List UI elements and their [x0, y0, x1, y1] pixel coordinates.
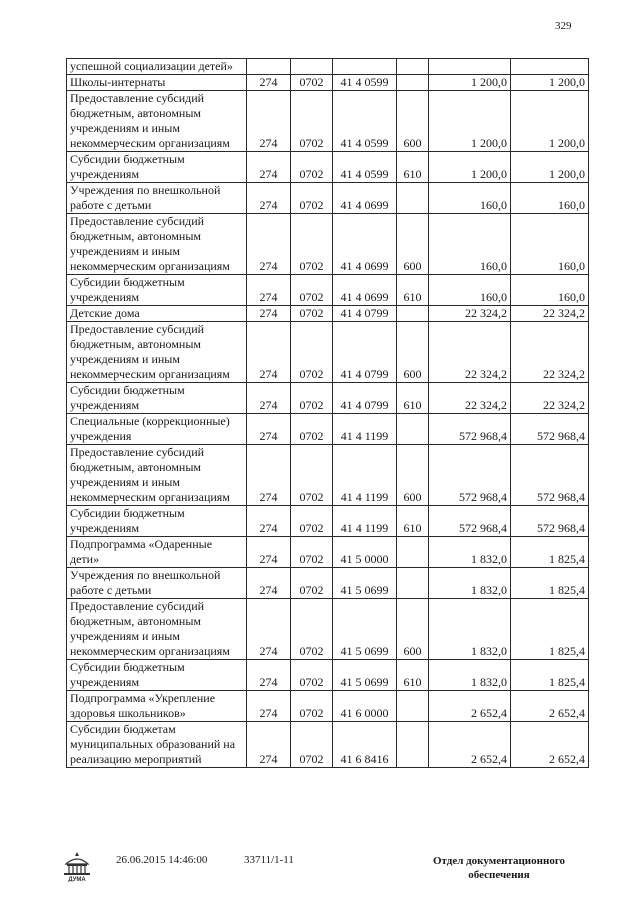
table-cell-c6: 1 832,0	[429, 660, 511, 691]
table-cell-c3: 0702	[291, 383, 333, 414]
table-cell-c2: 274	[247, 322, 291, 383]
table-cell-c6: 572 968,4	[429, 414, 511, 445]
table-cell-c7: 572 968,4	[511, 414, 589, 445]
table-cell-c6: 1 200,0	[429, 152, 511, 183]
table-cell-c3: 0702	[291, 183, 333, 214]
table-cell-c5: 600	[397, 445, 429, 506]
table-cell-c2: 274	[247, 152, 291, 183]
table-cell-c2: 274	[247, 383, 291, 414]
table-cell-name: Предоставление субсидий бюджетным, автономным учреждениям и иным некоммерческим организациям	[67, 322, 247, 383]
table-cell-c6: 2 652,4	[429, 722, 511, 768]
table-cell-c4: 41 5 0699	[333, 660, 397, 691]
table-cell-c5	[397, 75, 429, 91]
budget-table	[66, 58, 589, 768]
table-cell-name: Предоставление субсидий бюджетным, автономным учреждениям и иным некоммерческим организациям	[67, 445, 247, 506]
table-cell-c5: 610	[397, 660, 429, 691]
table-cell-c5	[397, 414, 429, 445]
table-row	[67, 306, 589, 322]
table-cell-c7: 22 324,2	[511, 306, 589, 322]
table-cell-c7: 1 200,0	[511, 91, 589, 152]
table-cell-c4: 41 6 0000	[333, 691, 397, 722]
document-number: 33711/1-11	[244, 854, 294, 866]
table-cell-c2: 274	[247, 91, 291, 152]
table-cell-c3: 0702	[291, 599, 333, 660]
table-cell-c5: 600	[397, 91, 429, 152]
table-cell-c7: 1 200,0	[511, 75, 589, 91]
table-cell-name: Субсидии бюджетным учреждениям	[67, 660, 247, 691]
table-cell-c4: 41 4 0699	[333, 214, 397, 275]
table-cell-c6: 572 968,4	[429, 506, 511, 537]
table-cell-c7: 572 968,4	[511, 506, 589, 537]
print-date: 26.06.2015 14:46:00	[116, 854, 208, 866]
table-cell-c2: 274	[247, 722, 291, 768]
table-row	[67, 414, 589, 445]
table-cell-c2: 274	[247, 414, 291, 445]
table-cell-name: Предоставление субсидий бюджетным, автономным учреждениям и иным некоммерческим организациям	[67, 91, 247, 152]
table-cell-name: Субсидии бюджетным учреждениям	[67, 506, 247, 537]
table-cell-c2: 274	[247, 183, 291, 214]
table-cell-c6: 22 324,2	[429, 322, 511, 383]
table-cell-c4: 41 5 0699	[333, 568, 397, 599]
table-cell-c7	[511, 59, 589, 75]
table-cell-c6: 1 832,0	[429, 537, 511, 568]
table-cell-c3: 0702	[291, 275, 333, 306]
table-cell-c4: 41 4 0599	[333, 152, 397, 183]
table-cell-c6: 2 652,4	[429, 691, 511, 722]
table-row	[67, 275, 589, 306]
table-cell-c4: 41 4 1199	[333, 445, 397, 506]
table-cell-c4: 41 4 0599	[333, 75, 397, 91]
table-cell-name: Учреждения по внешкольной работе с детьми	[67, 183, 247, 214]
table-row	[67, 75, 589, 91]
table-row	[67, 660, 589, 691]
table-cell-c7: 22 324,2	[511, 383, 589, 414]
table-cell-c3: 0702	[291, 660, 333, 691]
table-cell-c4: 41 5 0000	[333, 537, 397, 568]
page-number: 329	[555, 20, 572, 32]
table-cell-c4: 41 4 0799	[333, 383, 397, 414]
table-cell-name: Детские дома	[67, 306, 247, 322]
table-cell-c6: 1 832,0	[429, 568, 511, 599]
table-cell-name: Субсидии бюджетным учреждениям	[67, 383, 247, 414]
table-cell-c7: 1 825,4	[511, 568, 589, 599]
table-cell-c7: 1 825,4	[511, 537, 589, 568]
table-cell-c4: 41 4 0599	[333, 91, 397, 152]
table-cell-c6: 1 200,0	[429, 91, 511, 152]
table-cell-c4: 41 6 8416	[333, 722, 397, 768]
logo-caption: ДУМА	[68, 877, 86, 882]
table-row	[67, 568, 589, 599]
table-cell-c6: 572 968,4	[429, 445, 511, 506]
table-cell-c2: 274	[247, 445, 291, 506]
table-cell-c2: 274	[247, 537, 291, 568]
table-cell-c5: 610	[397, 506, 429, 537]
table-cell-c2: 274	[247, 506, 291, 537]
table-cell-name: Школы-интернаты	[67, 75, 247, 91]
table-cell-c5	[397, 537, 429, 568]
table-row	[67, 91, 589, 152]
table-cell-name: Подпрограмма «Одаренные дети»	[67, 537, 247, 568]
table-row	[67, 691, 589, 722]
table-cell-c6: 1 832,0	[429, 599, 511, 660]
table-row	[67, 445, 589, 506]
table-cell-c7: 2 652,4	[511, 722, 589, 768]
table-cell-c5	[397, 691, 429, 722]
table-cell-c2: 274	[247, 75, 291, 91]
table-cell-c3: 0702	[291, 91, 333, 152]
table-cell-c5	[397, 568, 429, 599]
table-cell-c5	[397, 59, 429, 75]
table-cell-c4: 41 4 0699	[333, 275, 397, 306]
table-cell-c4	[333, 59, 397, 75]
table-row	[67, 506, 589, 537]
table-cell-c6: 160,0	[429, 214, 511, 275]
table-cell-c3	[291, 59, 333, 75]
table-row	[67, 183, 589, 214]
table-cell-name: Подпрограмма «Укрепление здоровья школьников»	[67, 691, 247, 722]
table-cell-c3: 0702	[291, 506, 333, 537]
table-cell-name: Субсидии бюджетам муниципальных образований на реализацию мероприятий	[67, 722, 247, 768]
table-cell-c4: 41 4 0799	[333, 322, 397, 383]
department-stamp: Отдел документационного обеспечения	[432, 855, 566, 881]
table-cell-c3: 0702	[291, 214, 333, 275]
table-cell-c4: 41 4 0799	[333, 306, 397, 322]
table-cell-c2: 274	[247, 275, 291, 306]
table-cell-c5: 610	[397, 383, 429, 414]
table-cell-c6: 160,0	[429, 275, 511, 306]
table-cell-c7: 1 825,4	[511, 660, 589, 691]
table-cell-c5: 600	[397, 599, 429, 660]
table-row	[67, 599, 589, 660]
table-cell-name: успешной социализации детей»	[67, 59, 247, 75]
table-row	[67, 214, 589, 275]
table-cell-c3: 0702	[291, 445, 333, 506]
table-cell-c3: 0702	[291, 722, 333, 768]
table-cell-c6: 22 324,2	[429, 306, 511, 322]
page-footer	[60, 850, 590, 890]
table-row	[67, 722, 589, 768]
table-cell-c7: 160,0	[511, 183, 589, 214]
table-cell-c3: 0702	[291, 691, 333, 722]
table-cell-c2: 274	[247, 691, 291, 722]
table-cell-c4: 41 4 1199	[333, 506, 397, 537]
table-cell-c2: 274	[247, 568, 291, 599]
table-row	[67, 322, 589, 383]
table-cell-c4: 41 4 0699	[333, 183, 397, 214]
table-cell-c5	[397, 183, 429, 214]
table-cell-c7: 160,0	[511, 275, 589, 306]
table-cell-c7: 22 324,2	[511, 322, 589, 383]
table-cell-c5: 610	[397, 152, 429, 183]
table-cell-c5	[397, 306, 429, 322]
duma-emblem-icon	[60, 850, 94, 882]
table-cell-c6: 160,0	[429, 183, 511, 214]
table-row	[67, 59, 589, 75]
table-row	[67, 537, 589, 568]
table-cell-c2: 274	[247, 660, 291, 691]
table-row	[67, 383, 589, 414]
table-row	[67, 152, 589, 183]
table-cell-c4: 41 5 0699	[333, 599, 397, 660]
table-cell-c6: 22 324,2	[429, 383, 511, 414]
table-cell-c3: 0702	[291, 75, 333, 91]
table-cell-name: Учреждения по внешкольной работе с детьми	[67, 568, 247, 599]
table-cell-c5: 610	[397, 275, 429, 306]
table-cell-name: Субсидии бюджетным учреждениям	[67, 152, 247, 183]
table-cell-name: Специальные (коррекционные) учреждения	[67, 414, 247, 445]
table-cell-c6	[429, 59, 511, 75]
table-cell-c7: 1 200,0	[511, 152, 589, 183]
table-cell-c3: 0702	[291, 537, 333, 568]
table-cell-c7: 160,0	[511, 214, 589, 275]
table-cell-name: Предоставление субсидий бюджетным, автономным учреждениям и иным некоммерческим организациям	[67, 214, 247, 275]
table-cell-c3: 0702	[291, 322, 333, 383]
table-cell-c2: 274	[247, 214, 291, 275]
table-cell-c7: 2 652,4	[511, 691, 589, 722]
table-cell-c5	[397, 722, 429, 768]
table-cell-name: Субсидии бюджетным учреждениям	[67, 275, 247, 306]
table-cell-c3: 0702	[291, 414, 333, 445]
table-cell-c2: 274	[247, 599, 291, 660]
table-cell-c5: 600	[397, 322, 429, 383]
table-cell-c2: 274	[247, 306, 291, 322]
table-cell-c2	[247, 59, 291, 75]
table-cell-c7: 572 968,4	[511, 445, 589, 506]
table-cell-name: Предоставление субсидий бюджетным, автономным учреждениям и иным некоммерческим организациям	[67, 599, 247, 660]
table-cell-c5: 600	[397, 214, 429, 275]
table-cell-c7: 1 825,4	[511, 599, 589, 660]
table-cell-c6: 1 200,0	[429, 75, 511, 91]
table-cell-c4: 41 4 1199	[333, 414, 397, 445]
table-cell-c3: 0702	[291, 568, 333, 599]
table-cell-c3: 0702	[291, 152, 333, 183]
table-cell-c3: 0702	[291, 306, 333, 322]
